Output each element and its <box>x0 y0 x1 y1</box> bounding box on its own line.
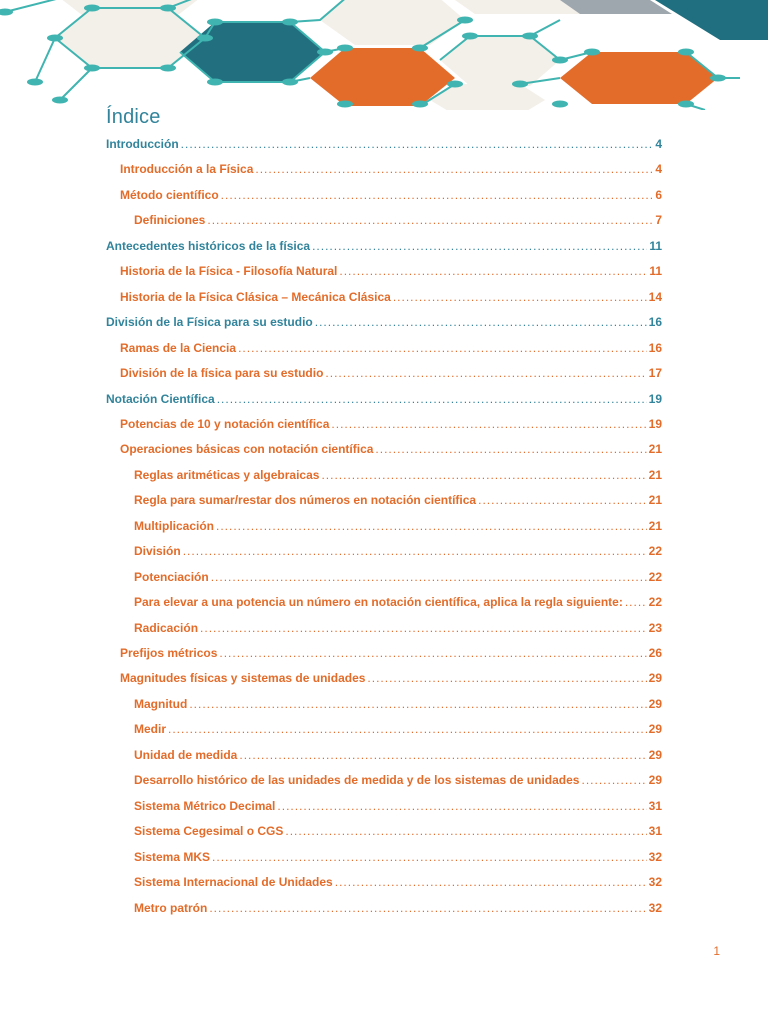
toc-entry-page: 31 <box>648 798 662 813</box>
toc-dot-leader <box>277 796 646 816</box>
toc-entry[interactable] <box>134 745 662 765</box>
toc-entry[interactable] <box>120 363 662 383</box>
toc-entry[interactable] <box>134 821 662 841</box>
toc-entry-label: Magnitud <box>134 696 188 711</box>
toc-entry-label: Magnitudes físicas y sistemas de unidades <box>120 671 366 686</box>
toc-entry-label: Unidad de medida <box>134 747 238 762</box>
toc-entry[interactable] <box>134 618 662 638</box>
toc-entry[interactable] <box>120 439 662 459</box>
toc-entry-page: 22 <box>648 595 662 610</box>
toc-dot-leader <box>312 236 647 256</box>
toc-dot-leader <box>239 745 646 765</box>
toc-entry-page: 19 <box>648 416 662 431</box>
toc-entry-page: 16 <box>648 315 662 330</box>
toc-entry[interactable] <box>120 159 662 179</box>
toc-entry-page: 7 <box>655 213 662 228</box>
toc-entry[interactable] <box>134 898 662 918</box>
toc-entry-label: Para elevar a una potencia un número en notación científica, aplica la regla siguiente: <box>134 595 623 610</box>
toc-entry-page: 4 <box>655 162 662 177</box>
toc-entry-page: 21 <box>648 493 662 508</box>
toc-entry-label: Sistema MKS <box>134 849 211 864</box>
toc-entry-label: Introducción a la Física <box>120 162 254 177</box>
toc-dot-leader <box>212 847 647 867</box>
toc-dot-leader <box>325 363 646 383</box>
toc-dot-leader <box>335 872 647 892</box>
toc-entry-page: 29 <box>648 671 662 686</box>
header-hexagon-graphic <box>0 0 768 110</box>
toc-entry-label: Radicación <box>134 620 199 635</box>
toc-entry-page: 29 <box>648 747 662 762</box>
toc-dot-leader <box>211 567 647 587</box>
toc-entry[interactable] <box>120 414 662 434</box>
toc-entry-page: 21 <box>648 467 662 482</box>
toc-dot-leader <box>209 898 646 918</box>
toc-entry-label: Sistema Métrico Decimal <box>134 798 276 813</box>
toc-entry[interactable] <box>134 465 662 485</box>
toc-entry-page: 11 <box>649 238 662 253</box>
toc-entry[interactable] <box>106 389 662 409</box>
toc-entry[interactable] <box>134 567 662 587</box>
toc-entry[interactable] <box>106 236 662 256</box>
toc-dot-leader <box>625 592 647 612</box>
toc-entry-label: Potencias de 10 y notación científica <box>120 416 330 431</box>
toc-entry-page: 29 <box>648 773 662 788</box>
toc-dot-leader <box>315 312 647 332</box>
toc-entry-label: Ramas de la Ciencia <box>120 340 237 355</box>
toc-entry[interactable] <box>134 847 662 867</box>
toc-dot-leader <box>255 159 653 179</box>
toc-entry-label: División <box>134 544 181 559</box>
toc-dot-leader <box>321 465 646 485</box>
toc-entry-label: Método científico <box>120 187 219 202</box>
toc-entry-page: 32 <box>648 900 662 915</box>
toc-entry[interactable] <box>134 490 662 510</box>
toc-entry-page: 29 <box>648 722 662 737</box>
toc-entry[interactable] <box>134 694 662 714</box>
toc-entry-page: 29 <box>648 696 662 711</box>
toc-entry-label: Metro patrón <box>134 900 208 915</box>
toc-entry[interactable] <box>120 338 662 358</box>
toc-dot-leader <box>189 694 646 714</box>
toc-entry-label: Desarrollo histórico de las unidades de medida y de los sistemas de unidades <box>134 773 580 788</box>
toc-dot-leader <box>216 516 647 536</box>
toc-dot-leader <box>183 541 647 561</box>
toc-entry[interactable] <box>134 770 662 790</box>
toc-entry[interactable] <box>120 185 662 205</box>
toc-entry-label: Regla para sumar/restar dos números en notación científica <box>134 493 477 508</box>
toc-entry[interactable] <box>120 643 662 663</box>
toc-entry[interactable] <box>120 668 662 688</box>
toc-dot-leader <box>181 134 654 154</box>
toc-dot-leader <box>238 338 647 358</box>
toc-entry-page: 31 <box>648 824 662 839</box>
toc-entry-label: Potenciación <box>134 569 209 584</box>
toc-entry-page: 6 <box>655 187 662 202</box>
toc-entry-label: Antecedentes históricos de la física <box>106 238 311 253</box>
toc-entry-label: Reglas aritméticas y algebraicas <box>134 467 320 482</box>
toc-dot-leader <box>219 643 646 663</box>
toc-dot-leader <box>478 490 647 510</box>
toc-entry-page: 21 <box>648 442 662 457</box>
toc-entry-label: Medir <box>134 722 167 737</box>
toc-dot-leader <box>375 439 646 459</box>
toc-entry-page: 32 <box>648 875 662 890</box>
toc-entry[interactable] <box>106 312 662 332</box>
toc-dot-leader <box>221 185 654 205</box>
toc-entry[interactable] <box>134 592 662 612</box>
toc-entry-page: 22 <box>648 544 662 559</box>
toc-title: Índice <box>106 106 161 128</box>
toc-entry[interactable] <box>120 261 662 281</box>
toc-entry-page: 22 <box>648 569 662 584</box>
toc-entry-page: 16 <box>648 340 662 355</box>
toc-entry-label: Operaciones básicas con notación científica <box>120 442 374 457</box>
toc-entry-page: 26 <box>648 646 662 660</box>
toc-entry[interactable] <box>120 287 662 307</box>
toc-entry[interactable] <box>134 796 662 816</box>
toc-dot-leader <box>285 821 646 841</box>
toc-entry-page: 11 <box>649 264 662 279</box>
toc-dot-leader <box>393 287 647 307</box>
toc-entry-page: 32 <box>648 849 662 864</box>
toc-dot-leader <box>339 261 647 281</box>
toc-dot-leader <box>168 719 647 739</box>
toc-entry-label: Historia de la Física - Filosofía Natural <box>120 264 338 279</box>
toc-entry-page: 19 <box>648 391 662 406</box>
toc-entry[interactable] <box>134 210 662 230</box>
toc-entry-label: Introducción <box>106 137 179 151</box>
toc-entry[interactable] <box>134 516 662 536</box>
toc-entry-label: Prefijos métricos <box>120 646 218 660</box>
toc-entry-page: 21 <box>648 518 662 533</box>
toc-dot-leader <box>367 668 646 688</box>
toc-entry-label: Historia de la Física Clásica – Mecánica Clásica <box>120 289 391 304</box>
toc-entry-label: Sistema Internacional de Unidades <box>134 875 333 890</box>
toc-entry-page: 17 <box>648 366 662 381</box>
toc-entry[interactable] <box>134 541 662 561</box>
toc-entry-label: Sistema Cegesimal o CGS <box>134 824 284 839</box>
toc-entry[interactable] <box>106 134 662 154</box>
toc-entry-label: Notación Científica <box>106 391 215 406</box>
toc-entry-label: División de la física para su estudio <box>120 366 324 381</box>
toc-dot-leader <box>200 618 647 638</box>
toc-dot-leader <box>217 389 647 409</box>
toc-dot-leader <box>581 770 646 790</box>
toc-dot-leader <box>331 414 646 434</box>
page-number: 1 <box>713 944 720 958</box>
toc-entry-label: Multiplicación <box>134 518 215 533</box>
toc-entry[interactable] <box>134 719 662 739</box>
toc-entry-label: División de la Física para su estudio <box>106 315 313 330</box>
toc-entry-page: 23 <box>648 620 662 635</box>
toc-entry[interactable] <box>134 872 662 892</box>
toc-entry-label: Definiciones <box>134 213 206 228</box>
toc-entry-page: 14 <box>648 289 662 304</box>
toc-dot-leader <box>207 210 653 230</box>
toc-entry-page: 4 <box>655 137 662 151</box>
